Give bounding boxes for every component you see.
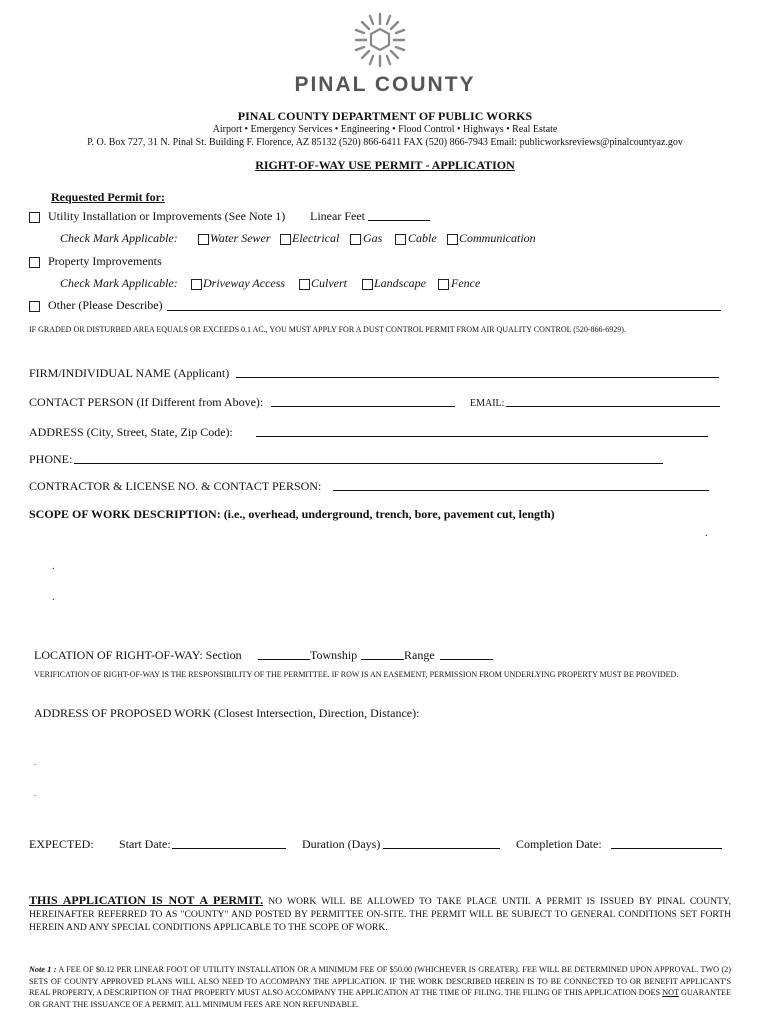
linear-feet-label: Linear Feet xyxy=(310,209,365,223)
firm-name-label: FIRM/INDIVIDUAL NAME (Applicant) xyxy=(29,366,230,380)
not-a-permit-body: NO WORK WILL BE ALLOWED TO TAKE PLACE UNTIL A PERMIT IS ISSUED BY PINAL COUNTY, HEREINAFTER REFERRED TO AS "COUNTY" AND POSTED BY PERMITTEE ON-SITE. THE PERMIT WILL BE SUBJECT TO GENERAL CONDITIONS SET FORTH HEREIN AND ANY SPECIAL CONDITIONS APPLICABLE TO THE SCOPE OF WORK. xyxy=(29,896,732,933)
scope-dot: . xyxy=(52,561,55,572)
contact-person-label: CONTACT PERSON (If Different from Above): xyxy=(29,395,264,409)
communication-checkbox[interactable] xyxy=(447,234,458,245)
expected-label: EXPECTED: xyxy=(29,837,94,851)
landscape-checkbox[interactable] xyxy=(362,279,373,290)
other-checkbox[interactable] xyxy=(29,301,40,312)
phone-label: PHONE: xyxy=(29,452,73,466)
pinal-county-logo-icon xyxy=(352,12,408,68)
utility-checkbox[interactable] xyxy=(29,212,40,223)
note-not-word: NOT xyxy=(662,988,679,997)
fence-checkbox[interactable] xyxy=(438,279,449,290)
note-body-a: A FEE OF $0.12 PER LINEAR FOOT OF UTILITY INSTALLATION OR A MINIMUM FEE OF $50.00 (WHICHEVER IS GREATER). FEE WILL BE DETERMINED UPON APPROVAL. TWO (2) SETS OF COUNTY APPROVED PLANS WILL ALSO NEED TO ACCOMPANY THE APPLICATION. IF THE WORK DESCRIBED HEREIN IS TO BE CONNECTED TO OR BENEFIT APPLICANT'S REAL PROPERTY, A DESCRIPTION OF THAT PROPERTY MUST ALSO ACCOMPANY THE APPLICATION AT THE TIME OF FILING. THE FILING OF THIS APPLICATION DOES xyxy=(29,965,731,997)
address-label: ADDRESS (City, Street, State, Zip Code): xyxy=(29,425,233,439)
cable-label: Cable xyxy=(408,231,437,245)
gas-label: Gas xyxy=(363,231,383,245)
scope-dot: . xyxy=(705,528,708,539)
property-check-mark-label: Check Mark Applicable: xyxy=(60,276,178,290)
contractor-field[interactable] xyxy=(333,490,709,491)
address-field[interactable] xyxy=(256,436,708,437)
contractor-label: CONTRACTOR & LICENSE NO. & CONTACT PERSON: xyxy=(29,479,322,493)
note-label: Note 1 : xyxy=(29,965,57,974)
email-field[interactable] xyxy=(506,406,720,407)
scope-of-work-label: SCOPE OF WORK DESCRIPTION: (i.e., overhead, underground, trench, bore, pavement cut, length) xyxy=(29,507,555,521)
not-a-permit-notice xyxy=(29,894,731,934)
township-label: Township xyxy=(310,648,358,662)
firm-name-field[interactable] xyxy=(236,377,719,378)
driveway-checkbox[interactable] xyxy=(191,279,202,290)
township-field[interactable] xyxy=(361,659,404,660)
start-date-field[interactable] xyxy=(172,848,286,849)
start-date-label: Start Date: xyxy=(119,837,171,851)
culvert-checkbox[interactable] xyxy=(299,279,310,290)
form-title: RIGHT-OF-WAY USE PERMIT - APPLICATION xyxy=(255,158,515,172)
fee-note xyxy=(29,964,731,1010)
range-label: Range xyxy=(404,648,435,662)
water-sewer-checkbox[interactable] xyxy=(198,234,209,245)
requested-permit-heading: Requested Permit for: xyxy=(51,190,165,204)
culvert-label: Culvert xyxy=(311,276,347,290)
gas-checkbox[interactable] xyxy=(350,234,361,245)
location-label: LOCATION OF RIGHT-OF-WAY: Section xyxy=(34,648,242,662)
property-label: Property Improvements xyxy=(48,254,162,268)
department-services: Airport • Emergency Services • Engineering • Flood Control • Highways • Real Estate xyxy=(212,124,558,135)
utility-check-mark-label: Check Mark Applicable: xyxy=(60,231,178,245)
email-label: EMAIL: xyxy=(470,398,505,409)
duration-field[interactable] xyxy=(383,848,500,849)
note-body-b: GUARANTEE OR GRANT THE ISSUANCE OF A PERMIT. ALL MINIMUM FEES ARE NON REFUNDABLE. xyxy=(29,988,731,1009)
driveway-label: Driveway Access xyxy=(203,276,286,290)
proposed-work-address-label: ADDRESS OF PROPOSED WORK (Closest Intersection, Direction, Distance): xyxy=(34,706,420,720)
department-title: PINAL COUNTY DEPARTMENT OF PUBLIC WORKS xyxy=(237,109,533,123)
electrical-checkbox[interactable] xyxy=(280,234,291,245)
cable-checkbox[interactable] xyxy=(395,234,406,245)
duration-label: Duration (Days) xyxy=(302,837,381,851)
dust-control-notice: IF GRADED OR DISTURBED AREA EQUALS OR EXCEEDS 0.1 AC., YOU MUST APPLY FOR A DUST CONTROL PERMIT FROM AIR QUALITY CONTROL (520-866-6929). xyxy=(29,325,626,334)
scope-dot: . xyxy=(52,592,55,603)
address-dot: . xyxy=(34,789,36,798)
property-checkbox[interactable] xyxy=(29,257,40,268)
completion-date-field[interactable] xyxy=(611,848,722,849)
utility-label: Utility Installation or Improvements (See Note 1) xyxy=(48,209,286,223)
communication-label: Communication xyxy=(459,231,536,245)
department-address: P. O. Box 727, 31 N. Pinal St. Building F. Florence, AZ 85132 (520) 866-6411 FAX (520) 866-7943 Email: publicworksreviews@pinalcountyaz.gov xyxy=(87,137,683,148)
electrical-label: Electrical xyxy=(292,231,340,245)
other-description-field[interactable] xyxy=(167,310,721,311)
not-a-permit-heading: THIS APPLICATION IS NOT A PERMIT. xyxy=(29,893,264,907)
contact-person-field[interactable] xyxy=(271,406,455,407)
fence-label: Fence xyxy=(451,276,481,290)
logo-wordmark: PINAL COUNTY xyxy=(294,73,476,96)
phone-field[interactable] xyxy=(74,463,663,464)
section-field[interactable] xyxy=(258,659,310,660)
water-sewer-label: Water Sewer xyxy=(210,231,271,245)
range-field[interactable] xyxy=(440,659,493,660)
linear-feet-field[interactable] xyxy=(368,220,430,221)
other-label: Other (Please Describe) xyxy=(48,298,163,312)
row-verification-notice: VERIFICATION OF RIGHT-OF-WAY IS THE RESPONSIBILITY OF THE PERMITTEE. IF ROW IS AN EASEMENT, PERMISSION FROM UNDERLYING PROPERTY MUST BE PROVIDED. xyxy=(34,670,679,679)
landscape-label: Landscape xyxy=(374,276,426,290)
completion-date-label: Completion Date: xyxy=(516,837,602,851)
address-dot: . xyxy=(34,758,36,767)
